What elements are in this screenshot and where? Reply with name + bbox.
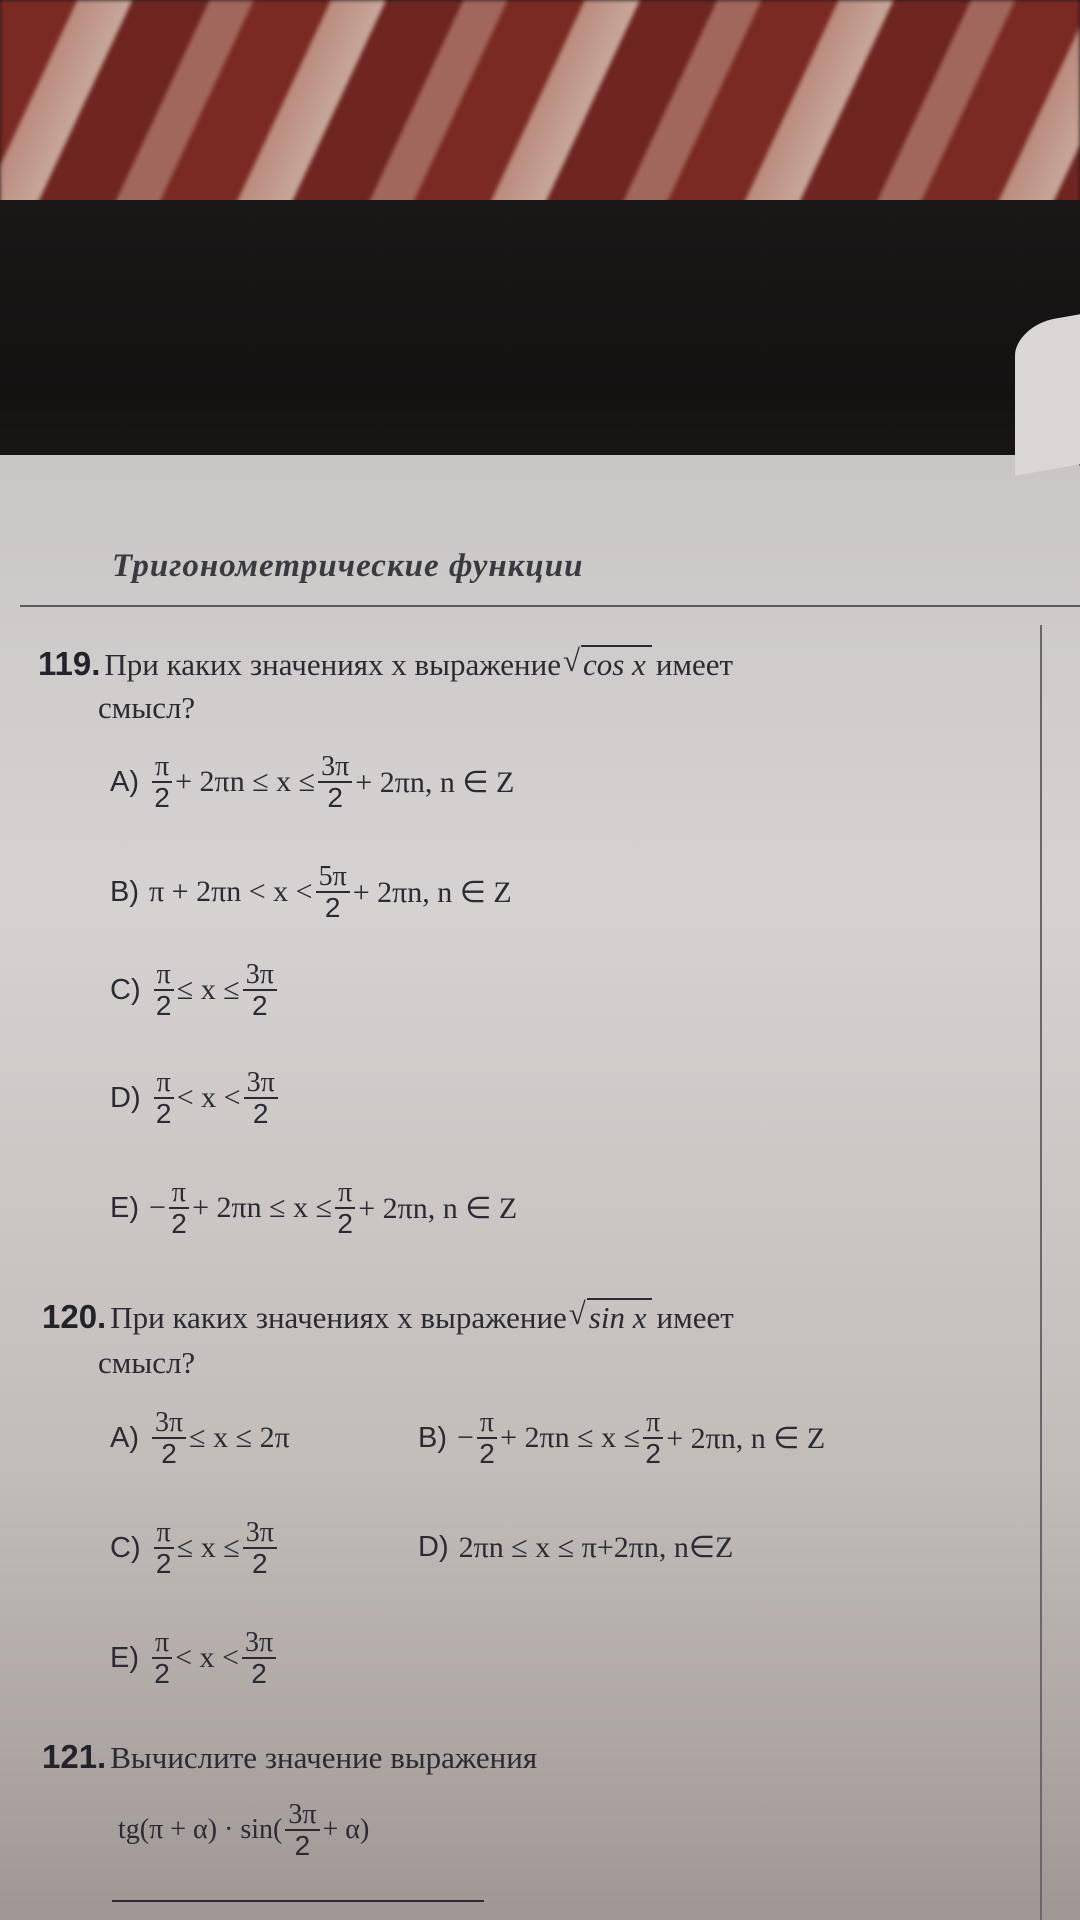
- option-text: π + 2πn < x <: [149, 875, 313, 909]
- option-text: + 2πn, n ∈ Z: [666, 1421, 826, 1455]
- option-text: + 2πn ≤ x ≤: [500, 1421, 641, 1455]
- option-119-e[interactable]: [110, 1178, 517, 1239]
- question-120-line2: смысл?: [98, 1345, 196, 1380]
- fraction: $\frac{\pi}{2}$: [154, 1068, 174, 1129]
- option-text: < x <: [175, 1641, 239, 1675]
- sqrt-expression: √ sin x: [587, 1298, 653, 1336]
- question-119-line2: смысл?: [98, 690, 196, 725]
- option-text: + 2πn, n ∈ Z: [358, 1191, 518, 1225]
- option-text: ≤ x ≤: [176, 1531, 240, 1565]
- option-letter: B): [110, 875, 139, 908]
- option-text: < x <: [176, 1081, 241, 1115]
- question-text: Вычислите значение выражения: [110, 1740, 538, 1775]
- background-blanket: [0, 0, 1080, 230]
- option-text: −: [457, 1421, 474, 1455]
- question-121-expression: [118, 1800, 369, 1861]
- fraction: $\frac{5\pi}{2}$: [316, 862, 350, 923]
- fraction: $\frac{\pi}{2}$: [154, 960, 174, 1021]
- fraction: $\frac{3\pi}{2}$: [152, 1408, 186, 1469]
- option-120-d[interactable]: [418, 1530, 733, 1565]
- question-number: 119.: [38, 645, 101, 682]
- option-text: 2πn ≤ x ≤ π+2πn, n∈Z: [458, 1531, 734, 1564]
- fraction: $\frac{3\pi}{2}$: [285, 1800, 319, 1861]
- option-text: ≤ x ≤ 2π: [189, 1421, 290, 1455]
- page-header-title: Тригонометрические функции: [112, 548, 584, 584]
- option-119-b[interactable]: [110, 862, 512, 923]
- option-letter: C): [110, 973, 141, 1006]
- fraction: $\frac{\pi}{2}$: [152, 1628, 172, 1689]
- question-text-after: имеет: [656, 1300, 734, 1335]
- option-text: + 2πn ≤ x ≤: [192, 1191, 333, 1225]
- option-letter: A): [110, 765, 139, 798]
- option-120-e[interactable]: [110, 1628, 279, 1689]
- fraction: $\frac{\pi}{2}$: [477, 1408, 497, 1469]
- option-letter: E): [110, 1641, 139, 1674]
- expression-right: + α): [322, 1814, 370, 1846]
- option-text: + 2πn, n ∈ Z: [352, 875, 512, 909]
- page-corner: [1015, 314, 1080, 475]
- fraction: $\frac{\pi}{2}$: [152, 752, 172, 813]
- fraction: $\frac{3\pi}{2}$: [242, 1628, 276, 1689]
- fraction: $\frac{\pi}{2}$: [335, 1178, 355, 1239]
- question-number: 120.: [42, 1298, 107, 1335]
- option-119-c[interactable]: [110, 960, 280, 1021]
- question-number: 121.: [42, 1738, 107, 1775]
- option-120-c[interactable]: [110, 1518, 280, 1579]
- question-121-line1: [42, 1738, 537, 1776]
- option-120-a[interactable]: [110, 1408, 290, 1469]
- question-120-line1: [42, 1298, 734, 1336]
- question-text: При каких значениях x выражение: [104, 647, 561, 682]
- page-margin-line: [1040, 625, 1042, 1920]
- fraction: $\frac{\pi}{2}$: [643, 1408, 663, 1469]
- sqrt-expression: √ cos x: [581, 645, 652, 683]
- question-text: При каких значениях x выражение: [110, 1300, 567, 1335]
- fraction: $\frac{3\pi}{2}$: [318, 752, 352, 813]
- option-letter: B): [418, 1421, 447, 1454]
- option-text: −: [149, 1191, 166, 1225]
- option-text: + 2πn ≤ x ≤: [175, 765, 316, 799]
- fraction: $\frac{3\pi}{2}$: [243, 1518, 277, 1579]
- option-letter: A): [110, 1421, 139, 1454]
- fraction: $\frac{3\pi}{2}$: [243, 960, 277, 1021]
- question-119-line1: [38, 645, 733, 683]
- header-rule: [20, 605, 1080, 607]
- question-text-after: имеет: [655, 647, 734, 682]
- option-text: + 2πn, n ∈ Z: [355, 765, 515, 799]
- option-letter: C): [110, 1531, 141, 1564]
- option-letter: E): [110, 1191, 139, 1224]
- option-text: ≤ x ≤: [176, 973, 240, 1007]
- option-120-b[interactable]: [418, 1408, 825, 1469]
- option-letter: D): [418, 1531, 449, 1563]
- fraction: $\frac{3\pi}{2}$: [244, 1068, 278, 1129]
- expression-fraction-bar: [112, 1900, 484, 1902]
- fraction: $\frac{\pi}{2}$: [154, 1518, 174, 1579]
- option-119-d[interactable]: [110, 1068, 281, 1129]
- option-letter: D): [110, 1081, 141, 1114]
- fraction: $\frac{\pi}{2}$: [169, 1178, 189, 1239]
- expression-left: tg(π + α) · sin(: [118, 1814, 283, 1846]
- option-119-a[interactable]: [110, 752, 514, 813]
